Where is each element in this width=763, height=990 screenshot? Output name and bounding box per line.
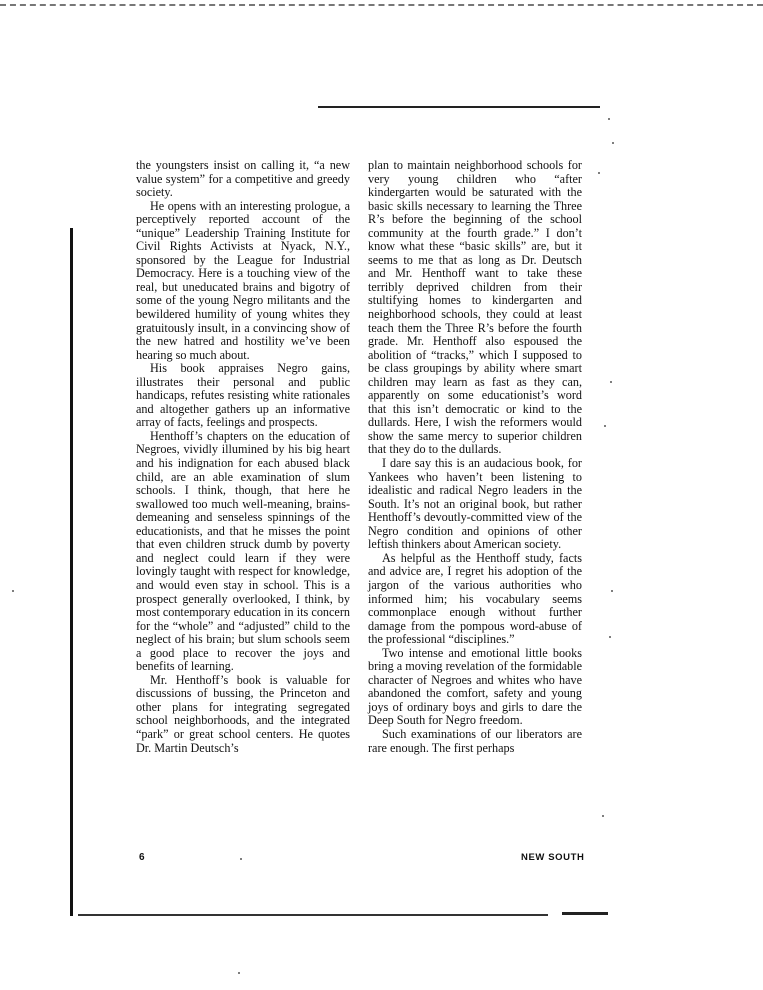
scan-speck	[598, 172, 600, 174]
scan-speck	[12, 590, 14, 592]
paragraph: He opens with an interesting prologue, a perceptively reported account of the “unique” Leadership Training Institute for Civil Rights Activists at Nyack, N.Y., sponsored by the League for Industrial Democracy. Here is a touching view of the real, but uneducated brains and bigotry of some of the young Negro militants and the bewildered humility of young whites they gratuitously insult, in a convincing show of the new hatred and hostility we’ve been hearing so much about.	[136, 198, 350, 362]
scan-speck	[609, 636, 611, 638]
page-number: 6	[139, 852, 145, 863]
paragraph: Henthoff’s chapters on the education of Negroes, vividly illumined by his big heart and his indignation for each abused black child, are an able examination of slum schools. I think, though, that here he swallowed too much well-meaning, brains-demeaning and senseless spinnings of the educationists, and that he misses the point that even children struck dumb by poverty and neglect could learn if they were lovingly taught with respect for knowledge, and would even stay in school. This is a prospect generally overlooked, I think, by most contemporary education in its concern for the “whole” and “adjusted” child to the neglect of his brain; but slum schools seem a good place to recover the joys and benefits of learning.	[136, 428, 350, 674]
left-margin-rule	[70, 228, 73, 916]
scan-speck	[602, 815, 604, 817]
top-rule	[318, 106, 600, 108]
magazine-title: NEW SOUTH	[521, 852, 585, 863]
scan-speck	[604, 425, 606, 427]
bottom-rule	[78, 914, 548, 916]
left-column	[136, 159, 350, 755]
paragraph: Mr. Henthoff’s book is valuable for discussions of bussing, the Princeton and other plans for integrating segregated school neighborhoods, and the integrated “park” or great school centers. He quotes Dr. Martin Deutsch’s	[136, 672, 350, 755]
paragraph: Two intense and emotional little books bring a moving revelation of the formidable character of Negroes and whites who have abandoned the comfort, safety and young joys of ordinary boys and girls to dare the Deep South for Negro freedom.	[368, 645, 582, 728]
scan-speck	[611, 590, 613, 592]
scan-speck	[608, 118, 610, 120]
right-column	[368, 159, 582, 755]
paragraph: Such examinations of our liberators are rare enough. The first perhaps	[368, 726, 582, 755]
paragraph: the youngsters insist on calling it, “a new value system” for a competitive and greedy society.	[136, 158, 350, 200]
scan-speck	[240, 858, 242, 860]
scan-speck	[610, 381, 612, 383]
paragraph: His book appraises Negro gains, illustrates their personal and public handicaps, refutes resisting white rationales and altogether gathers up an informative array of facts, feelings and prospects.	[136, 361, 350, 430]
bottom-rule-mark	[562, 912, 608, 915]
paragraph: I dare say this is an audacious book, for Yankees who haven’t been listening to idealistic and radical Negro leaders in the South. It’s not an original book, but rather Henthoff’s devoutly-committed view of the Negro condition and opinions of other leftish thinkers about American society.	[368, 456, 582, 552]
scan-speck	[612, 142, 614, 144]
page-top-edge	[0, 4, 763, 6]
scan-speck	[238, 972, 240, 974]
paragraph: plan to maintain neighborhood schools for very young children who “after kindergarten would be saturated with the basic skills necessary to learning the Three R’s before the beginning of the school community at the fourth grade.” I don’t know what these “basic skills” are, but it seems to me that as long as Dr. Deutsch and Mr. Henthoff want to take these terribly deprived children from their stultifying homes to kindergarten and neighborhood schools, they could at least teach them the Three R’s before the fourth grade. Mr. Henthoff also espoused the abolition of “tracks,” which I supposed to be class groupings by ability where smart children may learn as fast as they can, apparently on some educationist’s word that this isn’t democratic or kind to the dullards. Here, I wish the reformers would show the same mercy to superior children that they do to the dullards.	[368, 158, 582, 457]
paragraph: As helpful as the Henthoff study, facts and advice are, I regret his adoption of the jargon of the various authorities who informed him; his vocabulary seems commonplace enough without further damage from the pompous word-abuse of the professional “disciplines.”	[368, 550, 582, 647]
